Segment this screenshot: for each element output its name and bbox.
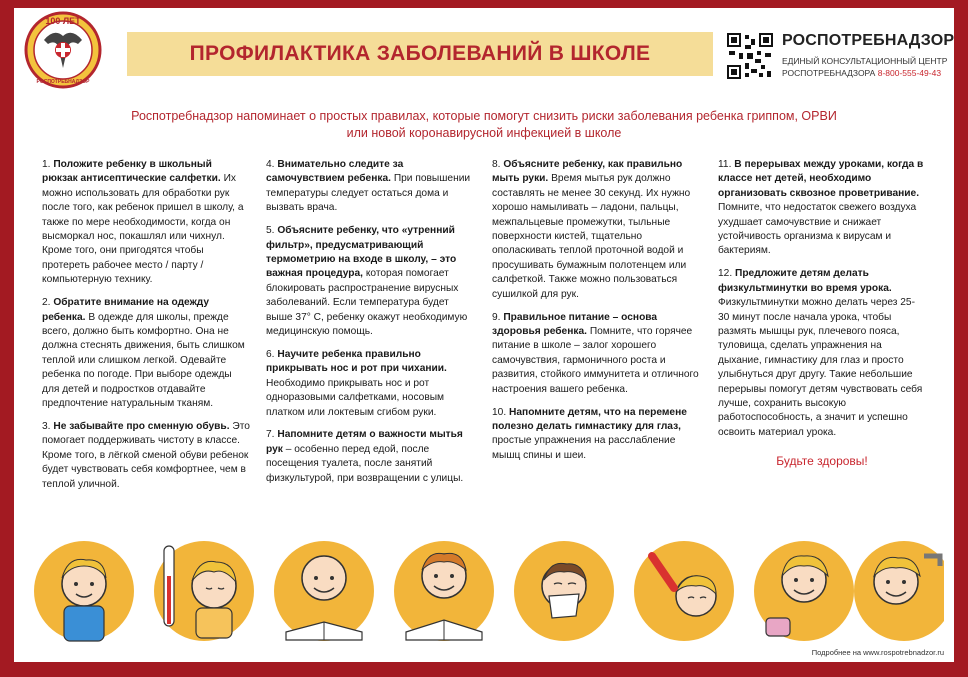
brand-name: РОСПОТРЕБНАДЗОР: [782, 32, 955, 49]
poster-sheet: [14, 8, 954, 662]
tip-body: Их можно использовать для обработки рук после того, как ребенок пришел в школу, а также по мере необходимости, когда он высморкал нос, покашлял или чихнул. Кроме того, они пригодятся чтобы протереть рабочее место / парту / компьютерную технику.: [42, 173, 244, 286]
tip-item: [492, 311, 700, 397]
tip-heading: Напомните детям, что на перемене полезно делать гимнастику для глаз,: [492, 406, 687, 432]
brand-contact: [782, 68, 941, 78]
closing-wish: Будьте здоровы!: [776, 454, 868, 469]
tip-body: Помните, что недостаток свежего воздуха ухудшает самочувствие и снижает устойчивость организма к вирусам и бактериям.: [718, 202, 917, 257]
tip-number: 8.: [492, 159, 501, 170]
tip-body: Это помогает поддерживать чистоту в классе. Кроме того, в лёгкой сменой обуви ребенок будет чувствовать себя комфортнее, чем в теплой уличной.: [42, 420, 250, 490]
tip-number: 1.: [42, 159, 51, 170]
tip-heading: В перерывах между уроками, когда в классе нет детей, необходимо организовать сквозное проветривание.: [718, 159, 924, 199]
tip-number: 4.: [266, 159, 275, 170]
tip-item: [492, 158, 700, 302]
child-exercising-illustration: [634, 541, 734, 641]
tip-item: [266, 158, 474, 216]
tip-heading: Не забывайте про сменную обувь.: [53, 420, 230, 432]
intro-line-1: Роспотребнадзор напоминает о простых правилах, которые помогут снизить риски заболевания ребенка гриппом, ОРВИ: [131, 109, 837, 123]
tip-heading: Напомните детям о важности мытья рук: [266, 429, 463, 455]
tip-heading: Правильное питание – основа здоровья ребенка.: [492, 311, 658, 337]
tip-item: [718, 158, 926, 259]
tip-number: 6.: [266, 348, 275, 360]
tip-heading: Внимательно следите за самочувствием ребенка.: [266, 159, 404, 185]
tip-heading: Объясните ребенку, как правильно мыть руки.: [492, 159, 683, 185]
tip-body: Физкультминутки можно делать через 25-30 минут после начала урока, чтобы размять мышцы рук, плечевого пояса, туловища, сделать упражнения на дыхание, гимнастику для глаз и просто улыбнуться друг другу. Такие небольшие перерывы помогут детям чувствовать себя лучше, сохранить высокую работоспособность, а значит и успешно освоить материал урока.: [718, 297, 923, 438]
footer-link: Подробнее на www.rospotrebnadzor.ru: [811, 648, 944, 657]
tip-number: 2.: [42, 297, 51, 309]
tip-number: 12.: [718, 268, 733, 280]
tip-item: [266, 224, 474, 339]
illustrations-strip: [24, 536, 944, 646]
rospotrebnadzor-emblem-icon: [24, 10, 102, 90]
brand-block: [727, 30, 955, 86]
tip-number: 5.: [266, 225, 275, 237]
tip-item: [266, 348, 474, 420]
tip-body: Необходимо прикрывать нос и рот одноразовыми салфетками, носовым платком или локтевым сгибом руки.: [266, 377, 445, 418]
tip-heading: Положите ребенку в школьный рюкзак антисептические салфетки.: [42, 159, 221, 185]
tip-body: Помните, что горячее питание в школе – залог хорошего самочувствия, гармоничного роста и развития, стойкого иммунитета и отличного настроения вашего ребенка.: [492, 325, 699, 395]
child-with-book-illustration: [394, 541, 494, 641]
title-banner: [127, 32, 713, 76]
logo-caption: РОСПОТРЕБНАДЗОР: [36, 79, 90, 85]
qr-code-icon: [727, 33, 773, 79]
tip-number: 3.: [42, 420, 51, 432]
brand-contact-prefix: РОСПОТРЕБНАДЗОРА: [782, 68, 876, 78]
tip-body: В одежде для школы, прежде всего, должно быть комфортно. Она не должна стеснять движения, быть слишком теплой или слишком легкой. Одевайте ребенка по погоде. При выборе одежды для детей и подростков отдавайте предпочтение натуральным тканям.: [42, 311, 245, 409]
child-sneezing-illustration: [514, 541, 614, 641]
tips-column-2: [266, 158, 474, 495]
tip-body: При повышении температуры следует остаться дома и вызвать врача.: [266, 173, 471, 214]
tip-item: [266, 428, 474, 486]
tip-number: 7.: [266, 429, 275, 441]
tips-column-4: [718, 158, 926, 469]
tips-column-3: [492, 158, 700, 472]
tip-item: [492, 406, 700, 464]
tip-item: [42, 296, 250, 411]
tip-heading: Предложите детям делать физкультминутки во время урока.: [718, 268, 892, 294]
tip-body: Время мытья рук должно составлять не менее 30 секунд. Их нужно хорошо намыливать – ладони, пальцы, межпальцевые промежутки, тыльные поверхности кистей, тщательно ополаскивать теплой проточной водой и просушивать бумажным полотенцем или салфеткой. Также можно пользоваться сушилкой для рук.: [492, 173, 691, 300]
child-reading-illustration: [274, 541, 374, 641]
tip-number: 11.: [718, 159, 732, 170]
tips-column-1: [42, 158, 250, 500]
brand-subtitle: ЕДИНЫЙ КОНСУЛЬТАЦИОННЫЙ ЦЕНТР: [782, 56, 948, 66]
tip-item: [42, 420, 250, 492]
child-with-thermometer-illustration: [154, 541, 254, 641]
tip-body: простые упражнения на расслабление мышц спины и шеи.: [492, 435, 676, 461]
child-with-backpack-illustration: [34, 541, 134, 641]
intro-text: [124, 108, 844, 142]
child-washing-hands-illustration: [854, 541, 944, 641]
logo-text: 100 ЛЕТ: [45, 16, 81, 26]
tip-heading: Обратите внимание на одежду ребенка.: [42, 297, 210, 323]
tip-heading: Объясните ребенку, что «утренний фильтр», предусматривающий термометрию на входе в школу, – это важная процедура,: [266, 225, 457, 280]
tip-item: [42, 158, 250, 288]
brand-phone: 8-800-555-49-43: [877, 68, 942, 78]
tip-item: [718, 267, 926, 440]
tip-body: которая помогает блокировать распространение вирусных заболеваний. Если температура будет выше 37° С, ребенку окажут необходимую медицинскую помощь.: [266, 268, 468, 337]
tip-number: 10.: [492, 406, 507, 418]
page-title: ПРОФИЛАКТИКА ЗАБОЛЕВАНИЙ В ШКОЛЕ: [189, 42, 651, 65]
tip-number: 9.: [492, 311, 501, 323]
child-with-tea-illustration: [754, 541, 854, 641]
tip-heading: Научите ребенка правильно прикрывать нос и рот при чихании.: [266, 348, 447, 375]
tip-body: – особенно перед едой, после посещения туалета, после занятий физкультурой, при возвращении с улицы.: [266, 443, 464, 484]
intro-line-2: или новой коронавирусной инфекцией в школе: [346, 126, 622, 140]
